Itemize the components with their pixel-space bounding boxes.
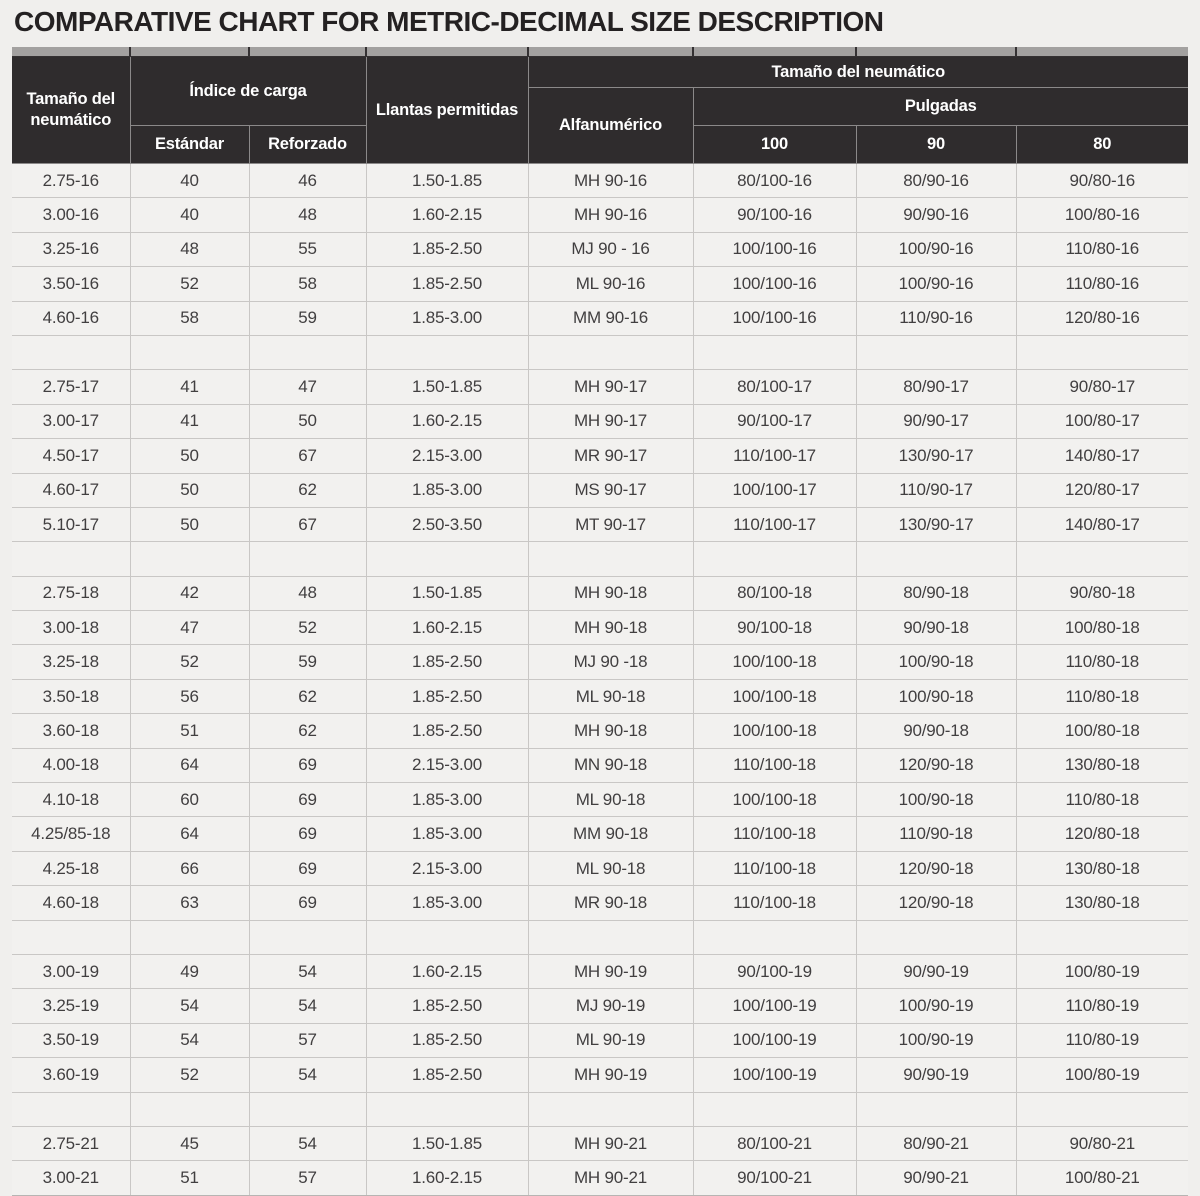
- table-cell: 110/80-18: [1016, 679, 1188, 713]
- table-cell: 52: [130, 645, 249, 679]
- table-cell: [249, 1092, 366, 1126]
- table-cell: 1.85-2.50: [366, 267, 528, 301]
- table-cell: 110/90-18: [856, 817, 1016, 851]
- table-cell: 90/90-19: [856, 1058, 1016, 1092]
- table-row: [12, 679, 1188, 713]
- table-cell: 2.75-21: [12, 1126, 130, 1160]
- table-cell: 100/100-16: [693, 232, 856, 266]
- table-row: [12, 714, 1188, 748]
- table-cell: 3.00-17: [12, 404, 130, 438]
- table-cell: ML 90-18: [528, 851, 693, 885]
- table-cell: 130/90-17: [856, 507, 1016, 541]
- table-cell: 100/100-18: [693, 714, 856, 748]
- header-inch-100: 100: [693, 126, 856, 164]
- table-cell: 130/80-18: [1016, 851, 1188, 885]
- table-cell: 90/100-21: [693, 1161, 856, 1195]
- table-cell: 3.25-18: [12, 645, 130, 679]
- table-cell: 60: [130, 783, 249, 817]
- table-cell: 100/90-19: [856, 989, 1016, 1023]
- table-cell: 58: [130, 301, 249, 335]
- header-alphanumeric: Alfanumérico: [528, 88, 693, 164]
- table-cell: [130, 542, 249, 576]
- table-cell: 1.60-2.15: [366, 1161, 528, 1195]
- table-cell: 54: [249, 954, 366, 988]
- table-cell: MH 90-16: [528, 198, 693, 232]
- table-cell: 3.00-18: [12, 611, 130, 645]
- table-cell: 63: [130, 886, 249, 920]
- table-cell: [366, 1092, 528, 1126]
- table-cell: 1.50-1.85: [366, 370, 528, 404]
- table-row: [12, 1058, 1188, 1092]
- table-cell: 57: [249, 1161, 366, 1195]
- table-header: [12, 47, 1188, 164]
- table-cell: 4.50-17: [12, 439, 130, 473]
- table-cell: 3.00-16: [12, 198, 130, 232]
- table-cell: 3.60-19: [12, 1058, 130, 1092]
- table-cell: 90/90-17: [856, 404, 1016, 438]
- table-cell: 1.85-3.00: [366, 817, 528, 851]
- table-cell: MH 90-17: [528, 370, 693, 404]
- table-cell: 100/90-16: [856, 232, 1016, 266]
- table-cell: MJ 90 - 16: [528, 232, 693, 266]
- table-cell: [693, 542, 856, 576]
- table-row: [12, 1023, 1188, 1057]
- table-row: [12, 370, 1188, 404]
- table-row: [12, 267, 1188, 301]
- table-cell: 54: [249, 1126, 366, 1160]
- table-cell: MM 90-18: [528, 817, 693, 851]
- table-cell: 1.60-2.15: [366, 954, 528, 988]
- table-cell: 110/80-18: [1016, 783, 1188, 817]
- spacer-row: [12, 920, 1188, 954]
- table-cell: [12, 920, 130, 954]
- table-cell: MH 90-18: [528, 576, 693, 610]
- table-cell: 90/90-21: [856, 1161, 1016, 1195]
- strip-segment: [130, 47, 249, 57]
- comparison-table: [12, 47, 1188, 1196]
- table-row: [12, 645, 1188, 679]
- table-cell: 90/90-19: [856, 954, 1016, 988]
- table-cell: MH 90-19: [528, 1058, 693, 1092]
- table-cell: 62: [249, 473, 366, 507]
- table-cell: 2.75-17: [12, 370, 130, 404]
- table-cell: 120/80-18: [1016, 817, 1188, 851]
- table-cell: 69: [249, 748, 366, 782]
- table-row: [12, 954, 1188, 988]
- table-cell: 90/90-16: [856, 198, 1016, 232]
- table-cell: [1016, 542, 1188, 576]
- table-cell: 80/90-21: [856, 1126, 1016, 1160]
- table-cell: 48: [130, 232, 249, 266]
- table-cell: 45: [130, 1126, 249, 1160]
- table-cell: 100/100-19: [693, 1023, 856, 1057]
- table-cell: 90/80-17: [1016, 370, 1188, 404]
- table-cell: 110/100-18: [693, 886, 856, 920]
- table-cell: [366, 542, 528, 576]
- table-cell: 100/100-18: [693, 645, 856, 679]
- header-tire-size-metric: Tamaño del neumático: [12, 57, 130, 164]
- table-cell: 58: [249, 267, 366, 301]
- table-cell: [12, 542, 130, 576]
- table-cell: 90/100-16: [693, 198, 856, 232]
- table-cell: ML 90-18: [528, 679, 693, 713]
- table-cell: 90/80-16: [1016, 164, 1188, 198]
- table-row: [12, 886, 1188, 920]
- table-cell: 4.25-18: [12, 851, 130, 885]
- table-cell: 110/100-18: [693, 748, 856, 782]
- table-cell: 69: [249, 886, 366, 920]
- table-cell: 90/90-18: [856, 714, 1016, 748]
- table-cell: 100/90-19: [856, 1023, 1016, 1057]
- table-row: [12, 232, 1188, 266]
- table-cell: 4.60-16: [12, 301, 130, 335]
- table-cell: 54: [130, 1023, 249, 1057]
- table-cell: [1016, 1092, 1188, 1126]
- table-cell: [130, 1092, 249, 1126]
- table-cell: [249, 335, 366, 369]
- header-reinforced: Reforzado: [249, 126, 366, 164]
- table-row: [12, 1161, 1188, 1195]
- table-cell: ML 90-16: [528, 267, 693, 301]
- table-cell: 110/80-18: [1016, 645, 1188, 679]
- table-cell: 80/90-18: [856, 576, 1016, 610]
- table-cell: 62: [249, 714, 366, 748]
- table-cell: 54: [249, 989, 366, 1023]
- header-strip: [12, 47, 1188, 57]
- table-cell: 100/100-16: [693, 267, 856, 301]
- table-cell: [249, 542, 366, 576]
- table-row: [12, 198, 1188, 232]
- table-cell: [528, 542, 693, 576]
- table-cell: 50: [130, 473, 249, 507]
- table-cell: 1.60-2.15: [366, 404, 528, 438]
- table-cell: 80/100-16: [693, 164, 856, 198]
- table-cell: 1.85-2.50: [366, 232, 528, 266]
- table-cell: 140/80-17: [1016, 439, 1188, 473]
- table-row: [12, 473, 1188, 507]
- table-cell: 1.60-2.15: [366, 198, 528, 232]
- table-cell: 1.85-3.00: [366, 783, 528, 817]
- table-cell: 51: [130, 714, 249, 748]
- table-cell: 4.00-18: [12, 748, 130, 782]
- table-cell: [693, 335, 856, 369]
- table-cell: 120/90-18: [856, 748, 1016, 782]
- spacer-row: [12, 335, 1188, 369]
- table-cell: [130, 920, 249, 954]
- table-cell: 80/100-21: [693, 1126, 856, 1160]
- table-cell: 110/100-18: [693, 817, 856, 851]
- table-cell: ML 90-19: [528, 1023, 693, 1057]
- table-cell: 1.50-1.85: [366, 576, 528, 610]
- table-cell: MH 90-18: [528, 714, 693, 748]
- table-cell: 90/100-19: [693, 954, 856, 988]
- table-cell: 3.00-19: [12, 954, 130, 988]
- table-cell: 46: [249, 164, 366, 198]
- table-cell: 80/100-17: [693, 370, 856, 404]
- spacer-row: [12, 1092, 1188, 1126]
- table-cell: 3.50-19: [12, 1023, 130, 1057]
- table-cell: 3.25-19: [12, 989, 130, 1023]
- table-cell: [693, 1092, 856, 1126]
- table-cell: MH 90-16: [528, 164, 693, 198]
- table-cell: 52: [249, 611, 366, 645]
- table-cell: 110/80-19: [1016, 989, 1188, 1023]
- table-cell: 62: [249, 679, 366, 713]
- table-cell: 59: [249, 645, 366, 679]
- table-cell: [366, 335, 528, 369]
- table-cell: MN 90-18: [528, 748, 693, 782]
- table-cell: [366, 920, 528, 954]
- table-cell: [856, 335, 1016, 369]
- table-cell: 120/90-18: [856, 851, 1016, 885]
- table-cell: 59: [249, 301, 366, 335]
- table-cell: 3.00-21: [12, 1161, 130, 1195]
- table-row: [12, 748, 1188, 782]
- table-cell: MJ 90-19: [528, 989, 693, 1023]
- table-cell: 3.50-16: [12, 267, 130, 301]
- table-cell: 69: [249, 817, 366, 851]
- table-cell: MT 90-17: [528, 507, 693, 541]
- table-cell: 100/100-19: [693, 989, 856, 1023]
- table-row: [12, 301, 1188, 335]
- table-cell: ML 90-18: [528, 783, 693, 817]
- table-cell: 1.85-3.00: [366, 886, 528, 920]
- spacer-row: [12, 542, 1188, 576]
- table-cell: 110/100-17: [693, 507, 856, 541]
- table-row: [12, 851, 1188, 885]
- table-row: [12, 439, 1188, 473]
- table-cell: 2.75-16: [12, 164, 130, 198]
- table-cell: 90/80-21: [1016, 1126, 1188, 1160]
- table-cell: 1.85-2.50: [366, 645, 528, 679]
- table-cell: [12, 1092, 130, 1126]
- table-cell: 50: [249, 404, 366, 438]
- table-cell: 130/80-18: [1016, 886, 1188, 920]
- table-cell: 100/80-18: [1016, 611, 1188, 645]
- table-row: [12, 164, 1188, 198]
- table-cell: MJ 90 -18: [528, 645, 693, 679]
- header-load-index: Índice de carga: [130, 57, 366, 126]
- header-standard: Estándar: [130, 126, 249, 164]
- table-cell: 90/100-17: [693, 404, 856, 438]
- strip-segment: [856, 47, 1016, 57]
- table-cell: 42: [130, 576, 249, 610]
- table-cell: 4.10-18: [12, 783, 130, 817]
- table-cell: 47: [249, 370, 366, 404]
- table-cell: 130/80-18: [1016, 748, 1188, 782]
- header-inch-80: 80: [1016, 126, 1188, 164]
- table-cell: 54: [249, 1058, 366, 1092]
- table-cell: 1.60-2.15: [366, 611, 528, 645]
- table-cell: MH 90-18: [528, 611, 693, 645]
- table-cell: 120/90-18: [856, 886, 1016, 920]
- table-cell: 100/80-16: [1016, 198, 1188, 232]
- header-inches: Pulgadas: [693, 88, 1188, 126]
- header-tire-size-alt: Tamaño del neumático: [528, 57, 1188, 88]
- table-cell: [249, 920, 366, 954]
- table-cell: 3.60-18: [12, 714, 130, 748]
- table-cell: [528, 920, 693, 954]
- header-inch-90: 90: [856, 126, 1016, 164]
- table-cell: [1016, 335, 1188, 369]
- table-cell: 110/80-19: [1016, 1023, 1188, 1057]
- table-cell: 48: [249, 576, 366, 610]
- table-row: [12, 507, 1188, 541]
- table-cell: 41: [130, 370, 249, 404]
- table-cell: 64: [130, 817, 249, 851]
- table-cell: 100/100-18: [693, 679, 856, 713]
- table-cell: 90/90-18: [856, 611, 1016, 645]
- table-cell: MH 90-19: [528, 954, 693, 988]
- table-cell: MH 90-17: [528, 404, 693, 438]
- table-row: [12, 783, 1188, 817]
- table-cell: 54: [130, 989, 249, 1023]
- table-cell: MR 90-18: [528, 886, 693, 920]
- table-cell: 1.50-1.85: [366, 1126, 528, 1160]
- table-cell: MM 90-16: [528, 301, 693, 335]
- strip-segment: [249, 47, 366, 57]
- table-cell: 1.85-3.00: [366, 301, 528, 335]
- table-cell: [12, 335, 130, 369]
- table-cell: 110/100-18: [693, 851, 856, 885]
- table-cell: 69: [249, 851, 366, 885]
- table-cell: [856, 542, 1016, 576]
- table-row: [12, 817, 1188, 851]
- table-cell: [856, 920, 1016, 954]
- table-cell: 48: [249, 198, 366, 232]
- table-cell: 1.85-2.50: [366, 1058, 528, 1092]
- table-cell: 1.85-3.00: [366, 473, 528, 507]
- table-cell: 2.15-3.00: [366, 851, 528, 885]
- table-cell: 120/80-17: [1016, 473, 1188, 507]
- table-cell: 64: [130, 748, 249, 782]
- table-cell: 67: [249, 507, 366, 541]
- table-cell: 100/80-19: [1016, 954, 1188, 988]
- table-row: [12, 404, 1188, 438]
- table-cell: 100/80-19: [1016, 1058, 1188, 1092]
- table-cell: 110/90-17: [856, 473, 1016, 507]
- strip-segment: [528, 47, 693, 57]
- table-cell: 4.60-18: [12, 886, 130, 920]
- table-cell: 80/100-18: [693, 576, 856, 610]
- table-cell: [528, 335, 693, 369]
- table-cell: 66: [130, 851, 249, 885]
- table-cell: 3.25-16: [12, 232, 130, 266]
- header-allowed-rims: Llantas permitidas: [366, 57, 528, 164]
- table-cell: 110/80-16: [1016, 232, 1188, 266]
- table-row: [12, 1126, 1188, 1160]
- table-cell: 4.60-17: [12, 473, 130, 507]
- table-cell: 100/90-18: [856, 645, 1016, 679]
- table-cell: 90/80-18: [1016, 576, 1188, 610]
- table-cell: 47: [130, 611, 249, 645]
- table-cell: 100/90-16: [856, 267, 1016, 301]
- table-cell: 69: [249, 783, 366, 817]
- table-cell: 100/80-17: [1016, 404, 1188, 438]
- table-cell: 4.25/85-18: [12, 817, 130, 851]
- table-cell: 100/100-18: [693, 783, 856, 817]
- table-cell: 100/90-18: [856, 679, 1016, 713]
- table-cell: 100/80-21: [1016, 1161, 1188, 1195]
- table-cell: 130/90-17: [856, 439, 1016, 473]
- table-cell: [856, 1092, 1016, 1126]
- table-cell: 5.10-17: [12, 507, 130, 541]
- table-cell: 2.50-3.50: [366, 507, 528, 541]
- table-cell: 2.15-3.00: [366, 439, 528, 473]
- table-cell: 90/100-18: [693, 611, 856, 645]
- table-cell: 50: [130, 439, 249, 473]
- table-cell: 3.50-18: [12, 679, 130, 713]
- table-row: [12, 611, 1188, 645]
- table-cell: 52: [130, 1058, 249, 1092]
- page-title: COMPARATIVE CHART FOR METRIC-DECIMAL SIZE DESCRIPTION: [14, 6, 884, 37]
- table-cell: 49: [130, 954, 249, 988]
- table-cell: MH 90-21: [528, 1126, 693, 1160]
- table-cell: 1.85-2.50: [366, 714, 528, 748]
- table-cell: 110/100-17: [693, 439, 856, 473]
- table-cell: 2.15-3.00: [366, 748, 528, 782]
- table-cell: 57: [249, 1023, 366, 1057]
- table-cell: 1.85-2.50: [366, 989, 528, 1023]
- table-cell: [693, 920, 856, 954]
- table-cell: 100/100-17: [693, 473, 856, 507]
- table-cell: 1.50-1.85: [366, 164, 528, 198]
- table-cell: [130, 335, 249, 369]
- table-cell: MS 90-17: [528, 473, 693, 507]
- table-cell: 120/80-16: [1016, 301, 1188, 335]
- strip-segment: [1016, 47, 1188, 57]
- table-cell: 110/80-16: [1016, 267, 1188, 301]
- table-cell: MR 90-17: [528, 439, 693, 473]
- table-cell: 55: [249, 232, 366, 266]
- table-cell: 110/90-16: [856, 301, 1016, 335]
- table-cell: 56: [130, 679, 249, 713]
- table-cell: 2.75-18: [12, 576, 130, 610]
- table-cell: 51: [130, 1161, 249, 1195]
- table-cell: 100/100-16: [693, 301, 856, 335]
- table-cell: 80/90-17: [856, 370, 1016, 404]
- table-cell: 40: [130, 164, 249, 198]
- table-cell: MH 90-21: [528, 1161, 693, 1195]
- table-cell: 100/90-18: [856, 783, 1016, 817]
- table-row: [12, 576, 1188, 610]
- table-row: [12, 989, 1188, 1023]
- table-cell: 52: [130, 267, 249, 301]
- table-cell: 1.85-2.50: [366, 1023, 528, 1057]
- strip-segment: [693, 47, 856, 57]
- table-body: [12, 164, 1188, 1196]
- table-cell: 80/90-16: [856, 164, 1016, 198]
- table-cell: 1.85-2.50: [366, 679, 528, 713]
- strip-segment: [366, 47, 528, 57]
- table-cell: [1016, 920, 1188, 954]
- table-cell: [528, 1092, 693, 1126]
- table-cell: 67: [249, 439, 366, 473]
- table-cell: 100/80-18: [1016, 714, 1188, 748]
- table-cell: 41: [130, 404, 249, 438]
- table-cell: 50: [130, 507, 249, 541]
- table-cell: 100/100-19: [693, 1058, 856, 1092]
- table-cell: 140/80-17: [1016, 507, 1188, 541]
- table-cell: 40: [130, 198, 249, 232]
- strip-segment: [12, 47, 130, 57]
